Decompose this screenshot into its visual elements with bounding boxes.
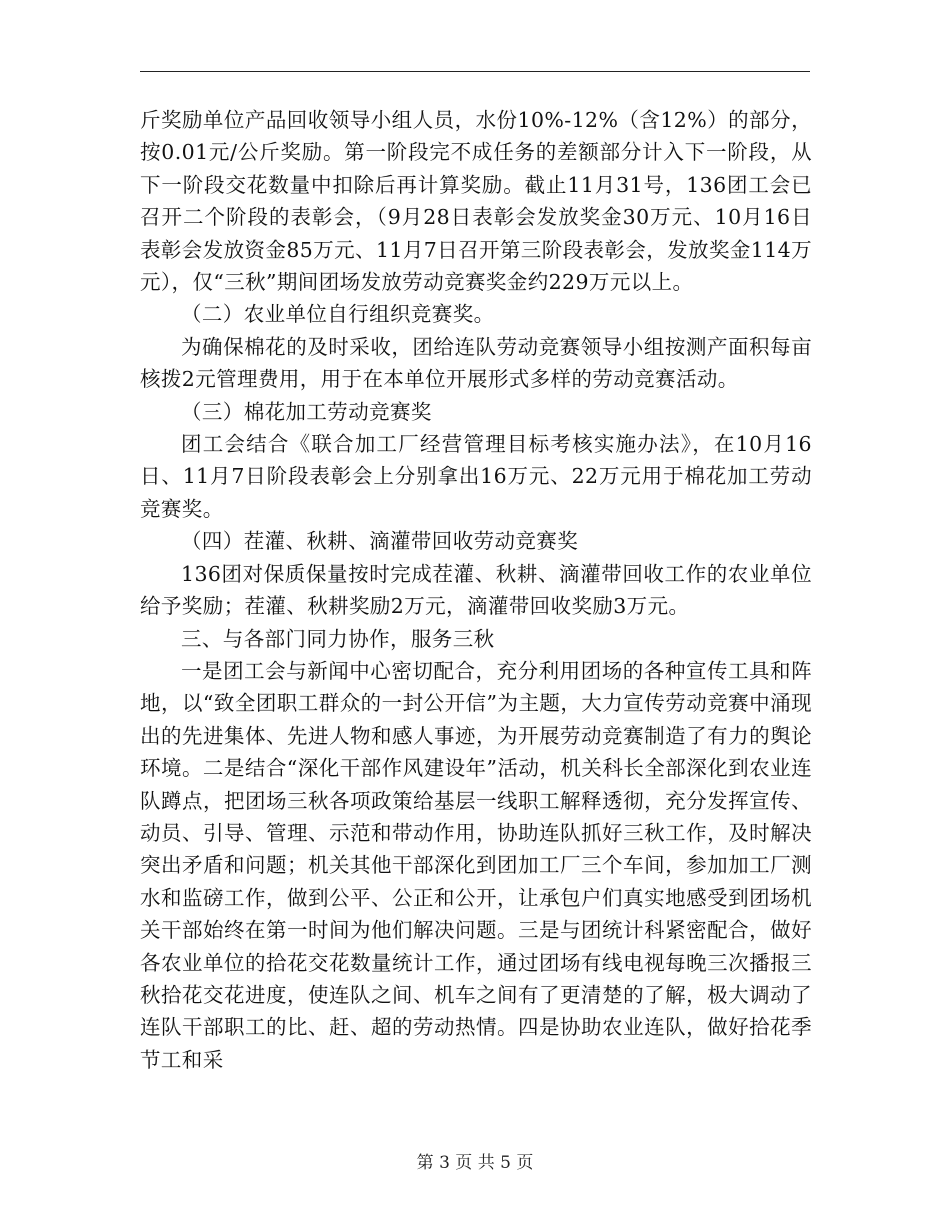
paragraph: 为确保棉花的及时采收，团给连队劳动竞赛领导小组按测产面积每亩核拨2元管理费用，用于在本单位开展形式多样的劳动竞赛活动。 [140,334,812,392]
paragraph: 团工会结合《联合加工厂经营管理目标考核实施办法》，在10月16日、11月7日阶段表彰会上分别拿出16万元、22万元用于棉花加工劳动竞赛奖。 [140,432,812,521]
section-heading-2: （二）农业单位自行组织竞赛奖。 [181,302,495,327]
paragraph: 136团对保质保量按时完成茬灌、秋耕、滴灌带回收工作的农业单位给予奖励；茬灌、秋耕奖励2万元，滴灌带回收奖励3万元。 [140,561,812,619]
paragraph-continued: 斤奖励单位产品回收领导小组人员，水份10%-12%（含12%）的部分，按0.01元/公斤奖励。第一阶段完不成任务的差额部分计入下一阶段，从下一阶段交花数量中扣除后再计算奖励。截止11月31号，136团工会已召开二个阶段的表彰会，（9月28日表彰会发放奖金30万元、10月16日表彰会发放资金85万元、11月7日召开第三阶段表彰会，发放奖金114万元），仅“三秋”期间团场发放劳动竞赛奖金约229万元以上。 [140,108,812,295]
section-heading-3: （三）棉花加工劳动竞赛奖 [181,399,432,424]
paragraph: 一是团工会与新闻中心密切配合，充分利用团场的各种宣传工具和阵地，以“致全团职工群众的一封公开信”为主题，大力宣传劳动竞赛中涌现出的先进集体、先进人物和感人事迹，为开展劳动竞赛制造了有力的舆论环境。二是结合“深化干部作风建设年”活动，机关科长全部深化到农业连队蹲点，把团场三秋各项政策给基层一线职工解释透彻，充分发挥宣传、动员、引导、管理、示范和带动作用，协助连队抓好三秋工作，及时解决突出矛盾和问题；机关其他干部深化到团加工厂三个车间，参加加工厂测水和监磅工作，做到公平、公正和公开，让承包户们真实地感受到团场机关干部始终在第一时间为他们解决问题。三是与团统计科紧密配合，做好各农业单位的拾花交花数量统计工作，通过团场有线电视每晚三次播报三秋拾花交花进度，使连队之间、机车之间有了更清楚的了解，极大调动了连队干部职工的比、赶、超的劳动热情。四是协助农业连队，做好拾花季节工和采 [140,658,812,1072]
page-number: 第 3 页 共 5 页 [416,1153,534,1173]
header-rule [140,71,810,72]
document-body [140,104,812,1076]
section-heading-4: （四）茬灌、秋耕、滴灌带回收劳动竞赛奖 [181,529,579,554]
page-footer [0,1151,950,1175]
section-heading-main: 三、与各部门同力协作，服务三秋 [181,626,495,651]
